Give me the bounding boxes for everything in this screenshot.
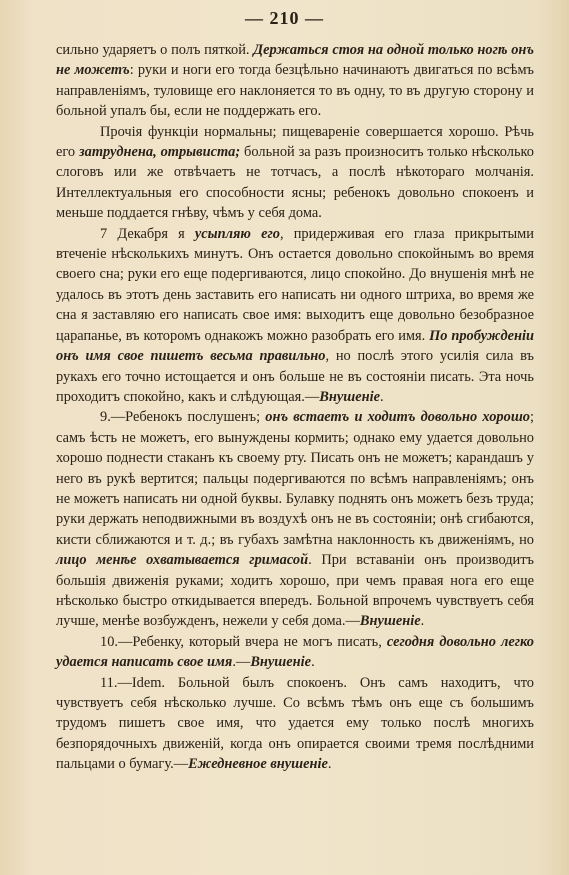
text-run: Прочія функціи нормальны; пищевареніе совершается хорошо. Рѣчь его [56, 123, 534, 161]
emphasized-text: Внушеніе [359, 613, 421, 630]
text-run: . При вставаніи онъ производитъ большія движенія руками; ходитъ хорошо, при чемъ правая нога его еще нѣсколько быстро откидывается впередъ. Больной впрочемъ чувствуетъ себя лучше, менѣе возбужденъ, нежели у себя дома.— [56, 552, 534, 630]
emphasized-text: Внушеніе [250, 654, 312, 671]
emphasized-text: Ежедневное внушеніе [188, 756, 328, 773]
paragraph [56, 407, 534, 631]
emphasized-text: онъ встаетъ и ходитъ довольно хорошо [265, 409, 530, 426]
emphasized-text: Держаться стоя на одной только ногѣ онъ не можетъ [56, 42, 534, 79]
paragraph [56, 40, 534, 122]
text-run: больной за разъ произноситъ только нѣсколько слоговъ или же отвѣчаетъ не тотчасъ, а послѣ нѣкотораго молчанія. Интеллектуальныя его способности ясны; ребенокъ довольно спокоенъ и меньше поддается гнѣву, чѣмъ у себя дома. [56, 144, 534, 222]
emphasized-text: Внушеніе [319, 388, 380, 405]
text-run: .— [232, 654, 251, 671]
text-run: 9.—Ребенокъ послушенъ; [100, 409, 266, 426]
text-run: , придерживая его глаза прикрытыми втеченіе нѣсколькихъ минутъ. Онъ остается довольно спокойнымъ во время своего сна; руки его еще подергиваются, лицо спокойно. До внушенія мнѣ не удалось въ этотъ день заставить его написать ни одного штриха, во время же сна я заставляю его написать свое имя: выходитъ еще довольно безобразное царапанье, въ которомъ однакожъ можно разобрать его имя. [56, 225, 534, 344]
paragraph [56, 122, 534, 224]
text-run: 11.—Idem. Больной былъ спокоенъ. Онъ самъ находитъ, что чувствуетъ себя нѣсколько лучше. Со всѣмъ тѣмъ онъ еще съ большимъ трудомъ пишетъ свое имя, что удается ему только послѣ многихъ безпорядочныхъ движеній, когда онъ опирается своими тремя послѣдними пальцами о бумагу.— [56, 674, 534, 773]
paragraph [56, 224, 534, 408]
text-run: 10.—Ребенку, который вчера не могъ писать, [100, 633, 387, 650]
text-run: . [380, 388, 384, 405]
text-run: 7 Декабря я [100, 225, 195, 242]
emphasized-text: По пробужденіи онъ имя свое пишетъ весьма правильно [56, 327, 534, 365]
text-run: , но послѣ этого усилія сила въ рукахъ его точно истощается и онъ больше не въ состояніи писать. Эта ночь проходитъ спокойно, какъ и слѣдующая.— [56, 348, 534, 405]
paragraph [56, 632, 534, 673]
emphasized-text: сегодня довольно легко удается написать свое имя [56, 633, 534, 671]
text-run: ; самъ ѣсть не можетъ, его вынуждены кормить; однако ему удается довольно хорошо поднести стаканъ къ своему рту. Писать онъ не можетъ; карандашъ у него въ рукѣ вертится; пальцы подергиваются по всѣмъ направленіямъ; онъ не можетъ написать ни одной буквы. Булавку поднять онъ можетъ безъ труда; руки держать неподвижными въ воздухѣ онъ не въ состояніи; онѣ сгибаются, кисти сближаются и т. д.; въ губахъ замѣтна наклонность къ движеніямъ, но [56, 409, 534, 548]
text-run: . [327, 756, 332, 773]
paragraph [56, 673, 534, 775]
text-run: . [311, 654, 315, 671]
page-number: — 210 — [245, 8, 324, 28]
body-text [56, 40, 534, 775]
emphasized-text: усыпляю его [194, 225, 280, 242]
emphasized-text: лицо менѣе охватывается гримасой [56, 552, 309, 569]
text-run: сильно ударяетъ о полъ пяткой. [56, 42, 254, 58]
emphasized-text: затруднена, отрывиста; [79, 144, 241, 161]
text-run: : руки и ноги его тогда безцѣльно начинаютъ двигаться по всѣмъ направленіямъ, туловище его наклоняется то въ одну, то въ другую сторону и больной упалъ бы, если не поддержать его. [56, 62, 534, 120]
text-run: . [420, 613, 425, 630]
